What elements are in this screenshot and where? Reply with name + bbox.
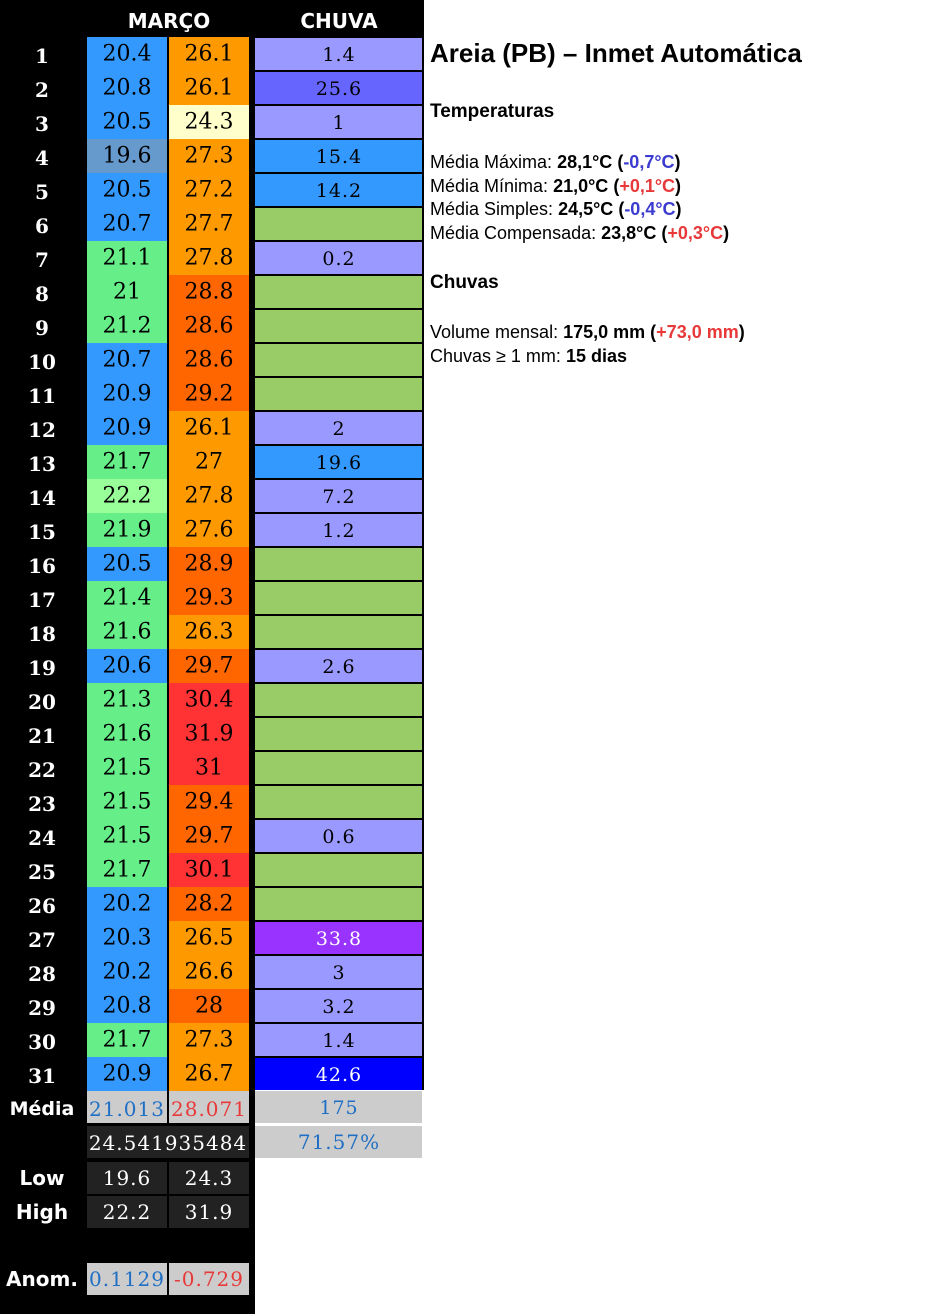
day-label: 2: [35, 78, 49, 102]
rain-cell: [255, 752, 422, 784]
min-temp-value: 21: [113, 279, 141, 305]
max-temp-value: 27.7: [184, 211, 234, 237]
day-label: 14: [28, 486, 56, 510]
table-row: [28, 683, 422, 717]
min-temp-value: 21.6: [102, 619, 152, 645]
min-temp-value: 20.5: [102, 177, 152, 203]
stat-value: 21,0°C: [553, 175, 609, 196]
table-row: [35, 275, 422, 309]
rain-cell: [255, 548, 422, 580]
anom-max-value: -0.729: [173, 1267, 245, 1291]
min-temp-value: 21.3: [102, 687, 152, 713]
min-temp-value: 21.5: [102, 755, 152, 781]
table-row: [28, 377, 422, 411]
stat-value: 28,1°C: [557, 152, 613, 172]
rain-cell: [255, 378, 422, 410]
rain-value: 2.6: [322, 656, 356, 678]
rain-value: 25.6: [315, 78, 363, 100]
max-temp-value: 29.4: [184, 789, 234, 815]
day-label: 22: [28, 758, 56, 782]
temperature-stat-line: Média Máxima: 28,1°C (-0,7°C): [430, 152, 681, 172]
min-temp-value: 20.7: [102, 211, 152, 237]
max-temp-value: 26.1: [184, 415, 234, 441]
max-temp-value: 27.8: [184, 245, 234, 271]
weather-table: [0, 0, 424, 1314]
min-temp-value: 21.2: [102, 313, 152, 339]
min-temp-value: 20.9: [102, 381, 152, 407]
table-row: [28, 1023, 422, 1057]
stat-anomaly: +0,1°C: [619, 175, 676, 196]
day-label: 3: [35, 112, 49, 136]
table-row: [28, 887, 422, 921]
stat-label: Média Compensada:: [430, 222, 597, 243]
max-temp-value: 27.6: [184, 517, 234, 543]
rain-value: 1.2: [322, 520, 356, 542]
max-temp-value: 29.7: [184, 653, 234, 679]
max-temp-value: 26.6: [184, 959, 234, 985]
rain-cell: [255, 854, 422, 886]
min-temp-value: 20.5: [102, 551, 152, 577]
low-max-value: 24.3: [184, 1166, 234, 1190]
table-row: [28, 717, 422, 751]
day-label: 26: [28, 894, 56, 918]
max-temp-value: 26.1: [184, 75, 234, 101]
anom-min-value: 0.1129: [89, 1267, 165, 1291]
day-label: 25: [28, 860, 56, 884]
min-temp-value: 20.8: [102, 75, 152, 101]
rain-days-value: 15 dias: [565, 345, 627, 366]
max-temp-value: 30.1: [184, 857, 234, 883]
max-temp-value: 28.8: [184, 279, 234, 305]
day-label: 17: [28, 588, 56, 612]
anom-label: Anom.: [6, 1267, 78, 1291]
min-temp-value: 20.6: [102, 653, 152, 679]
max-temp-value: 27.2: [184, 177, 234, 203]
rain-cell: [255, 888, 422, 920]
rain-volume-line: Volume mensal: 175,0 mm (+73,0 mm): [430, 322, 745, 342]
rain-volume-anomaly: +73,0 mm: [656, 322, 739, 342]
max-temp-value: 30.4: [184, 687, 234, 713]
stat-label: Média Mínima:: [430, 175, 549, 196]
rain-cell: [255, 310, 422, 342]
max-temp-value: 27.8: [184, 483, 234, 509]
rain-value: 14.2: [315, 180, 363, 202]
day-label: 10: [28, 350, 56, 374]
summary-panel: [430, 36, 940, 368]
max-temp-value: 31.9: [184, 721, 234, 747]
max-temp-value: 26.1: [184, 41, 234, 67]
temperature-stat-line: Média Simples: 24,5°C (-0,4°C): [430, 199, 682, 219]
max-temp-value: 29.7: [184, 823, 234, 849]
stat-anomaly: +0,3°C: [667, 222, 724, 243]
rain-cell: [255, 276, 422, 308]
table-row: [28, 649, 422, 683]
day-label: 19: [28, 656, 56, 680]
rain-cell: [255, 344, 422, 376]
table-row: [28, 853, 422, 887]
table-row: [28, 547, 422, 581]
min-temp-value: 21.1: [102, 245, 152, 271]
rain-cell: [255, 582, 422, 614]
table-row: [28, 343, 422, 377]
rain-cell: [255, 786, 422, 818]
max-temp-value: 28.9: [184, 551, 234, 577]
table-row: [28, 615, 422, 649]
rain-value: 2: [332, 418, 346, 440]
table-row: [35, 105, 422, 139]
rain-value: 15.4: [315, 146, 363, 168]
media-max-value: 28.071: [171, 1097, 247, 1121]
day-label: 9: [35, 316, 49, 340]
table-row: [28, 955, 422, 989]
low-min-value: 19.6: [102, 1166, 152, 1190]
day-label: 15: [28, 520, 56, 544]
rain-cell: [255, 718, 422, 750]
stat-value: 23,8°C: [601, 222, 657, 243]
max-temp-value: 24.3: [184, 109, 234, 135]
temperatures-heading: Temperaturas: [430, 101, 555, 122]
day-label: 11: [28, 384, 56, 408]
max-temp-value: 29.2: [184, 381, 234, 407]
table-row: [35, 173, 422, 207]
min-temp-value: 20.8: [102, 993, 152, 1019]
rain-heading: Chuvas: [430, 272, 499, 293]
day-label: 8: [35, 282, 49, 306]
rain-days-label: Chuvas ≥ 1 mm:: [430, 345, 561, 366]
day-label: 13: [28, 452, 56, 476]
rain-value: 3.2: [322, 996, 356, 1018]
min-temp-value: 20.9: [102, 415, 152, 441]
min-temp-value: 19.6: [102, 143, 152, 169]
max-temp-value: 26.3: [184, 619, 234, 645]
max-temp-value: 28: [195, 993, 223, 1019]
day-label: 27: [28, 928, 56, 952]
high-min-value: 22.2: [102, 1200, 152, 1224]
day-label: 16: [28, 554, 56, 578]
max-temp-value: 28.6: [184, 347, 234, 373]
max-temp-value: 29.3: [184, 585, 234, 611]
table-row: [35, 71, 422, 105]
table-row: [28, 411, 422, 445]
min-temp-value: 21.7: [102, 1027, 152, 1053]
max-temp-value: 27: [195, 449, 223, 475]
rain-pct-value: 71.57%: [297, 1130, 381, 1154]
max-temp-value: 31: [195, 755, 223, 781]
rain-cell: [255, 616, 422, 648]
table-row: [35, 139, 422, 173]
rain-total-value: 175: [319, 1097, 359, 1119]
media-min-value: 21.013: [89, 1097, 165, 1121]
min-temp-value: 21.5: [102, 789, 152, 815]
min-temp-value: 21.4: [102, 585, 152, 611]
day-label: 23: [28, 792, 56, 816]
rain-value: 19.6: [315, 452, 363, 474]
min-temp-value: 21.7: [102, 857, 152, 883]
month-header: MARÇO: [127, 9, 211, 33]
rain-value: 42.6: [315, 1064, 363, 1086]
max-temp-value: 27.3: [184, 143, 234, 169]
table-row: [35, 37, 422, 71]
temperature-stats: [430, 151, 940, 245]
table-row: [28, 479, 422, 513]
table-row: [28, 581, 422, 615]
table-row: [28, 513, 422, 547]
min-temp-value: 20.3: [102, 925, 152, 951]
stat-anomaly: -0,4°C: [624, 199, 676, 219]
min-temp-value: 20.9: [102, 1061, 152, 1087]
day-label: 1: [35, 44, 49, 68]
day-label: 4: [35, 146, 49, 170]
rain-cell: [255, 684, 422, 716]
rain-value: 1.4: [322, 1030, 356, 1052]
temperature-stat-line: Média Compensada: 23,8°C (+0,3°C): [430, 222, 730, 243]
day-label: 31: [28, 1064, 56, 1088]
temperature-stat-line: Média Mínima: 21,0°C (+0,1°C): [430, 175, 682, 196]
day-label: 29: [28, 996, 56, 1020]
max-temp-value: 26.7: [184, 1061, 234, 1087]
rain-cell: [255, 208, 422, 240]
rain-volume-label: Volume mensal:: [430, 322, 559, 342]
min-temp-value: 20.2: [102, 959, 152, 985]
rain-value: 0.6: [322, 826, 356, 848]
min-temp-value: 22.2: [102, 483, 152, 509]
rain-value: 7.2: [322, 486, 356, 508]
min-temp-value: 20.4: [102, 41, 152, 67]
min-temp-value: 20.7: [102, 347, 152, 373]
min-temp-value: 20.5: [102, 109, 152, 135]
rain-header: CHUVA: [300, 9, 378, 33]
day-label: 5: [35, 180, 49, 204]
table-row: [28, 989, 422, 1023]
rain-value: 33.8: [315, 928, 363, 950]
day-label: 20: [28, 690, 56, 714]
day-label: 7: [35, 248, 49, 272]
stat-anomaly: -0,7°C: [623, 152, 675, 172]
high-max-value: 31.9: [184, 1200, 234, 1224]
max-temp-value: 28.6: [184, 313, 234, 339]
table-row: [28, 819, 422, 853]
table-row: [35, 309, 422, 343]
table-row: [35, 241, 422, 275]
day-label: 30: [28, 1030, 56, 1054]
day-label: 21: [28, 724, 56, 748]
page-title: Areia (PB) – Inmet Automática: [430, 38, 802, 68]
day-label: 12: [28, 418, 56, 442]
table-row: [28, 1057, 422, 1091]
table-row: [28, 921, 422, 955]
table-row: [35, 207, 422, 241]
min-temp-value: 20.2: [102, 891, 152, 917]
rain-value: 0.2: [322, 248, 356, 270]
day-label: 18: [28, 622, 56, 646]
low-label: Low: [19, 1166, 65, 1190]
stat-label: Média Máxima:: [430, 152, 553, 172]
rain-value: 1: [332, 112, 346, 134]
max-temp-value: 27.3: [184, 1027, 234, 1053]
min-temp-value: 21.9: [102, 517, 152, 543]
max-temp-value: 26.5: [184, 925, 234, 951]
table-row: [28, 785, 422, 819]
overall-mean-value: 24.541935484: [88, 1131, 248, 1155]
min-temp-value: 21.7: [102, 449, 152, 475]
rain-volume-value: 175,0 mm: [563, 322, 646, 342]
media-label: Média: [9, 1098, 75, 1120]
min-temp-value: 21.5: [102, 823, 152, 849]
high-label: High: [15, 1200, 69, 1224]
rain-days-line: [430, 345, 940, 369]
table-row: [28, 751, 422, 785]
table-row: [28, 445, 422, 479]
stat-value: 24,5°C: [558, 199, 614, 219]
day-label: 6: [35, 214, 49, 238]
stat-label: Média Simples:: [430, 199, 554, 219]
max-temp-value: 28.2: [184, 891, 234, 917]
min-temp-value: 21.6: [102, 721, 152, 747]
day-label: 24: [28, 826, 56, 850]
day-label: 28: [28, 962, 56, 986]
rain-value: 1.4: [322, 44, 356, 66]
rain-value: 3: [332, 962, 346, 984]
